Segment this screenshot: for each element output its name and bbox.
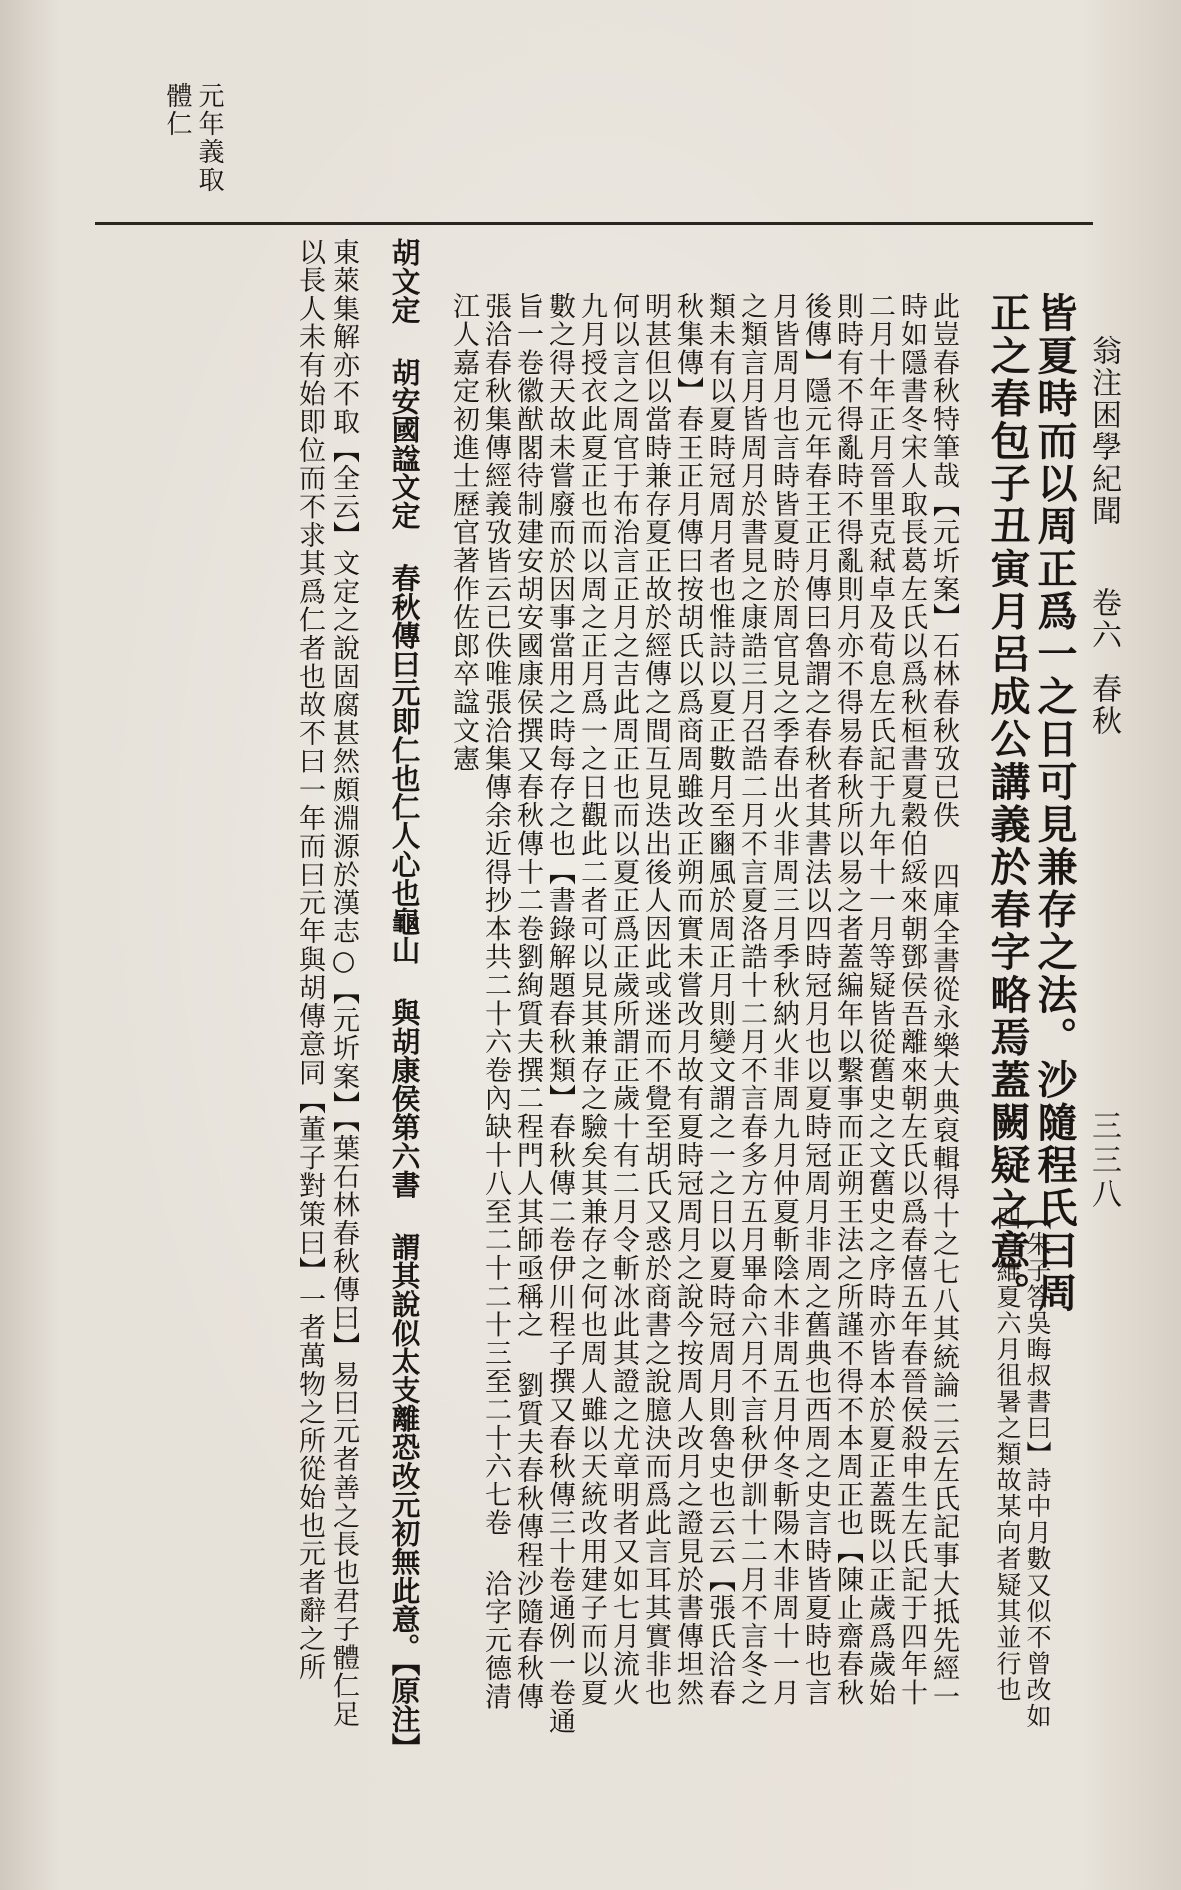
text-column-15: 何以言之周官于布治言正月之吉此周正也而以夏正爲正歲所謂正歲十有二月令斬冰此其證之尤章明者又如七月流火 bbox=[608, 292, 639, 1707]
text-column-23: 以長人未有始即位而不求其爲仁者也故不曰一年而曰元年與胡傳意同【董子對策曰】一者萬物之所從始也元者辭之所 bbox=[294, 238, 325, 1682]
text-column-10: 月皆周月也言時皆夏時於周官見之季春出火非周三月季秋納火非周九月仲夏斬陰木非周五月仲冬斬陽木非周十一月 bbox=[768, 292, 799, 1707]
margin-note-line-2: 體仁 bbox=[162, 82, 192, 138]
margin-note-line-1: 元年義取 bbox=[194, 82, 224, 194]
text-column-8: 則時有不得亂時不得亂則月亦不得易春秋所以易之者蓋編年以繫事而正朔王法之所謹不得不本周正也【陳止齋春秋 bbox=[832, 292, 863, 1707]
text-column-7: 二月十年正月晉里克弒卓及荀息左氏記于九年十一月等疑皆從舊史之文舊史之序時亦皆本於夏正蓋既以正歲爲歲始 bbox=[864, 292, 895, 1707]
text-column-12: 類未有以夏時冠周月者也惟詩以夏正數月至豳風於周正月則變文謂之一之日以夏時冠周月則魯史也云云【張氏洽春 bbox=[704, 292, 735, 1707]
text-column-9: 後傳】隱元年春王正月傳曰魯謂之春秋者其書法以四時冠月也以夏時冠周月非周之舊典也西周之史言時皆夏時也言 bbox=[800, 292, 831, 1707]
running-header bbox=[1086, 335, 1121, 737]
text-column-11: 之類言月皆周月於書見之康誥三月召誥二月不言夏洛誥十二月不言春多方五月畢命六月不言秋伊訓十二月不言冬之 bbox=[736, 292, 767, 1707]
text-column-4: 正之春包子丑寅月呂成公講義於春字略焉蓋闕疑之意。 bbox=[984, 292, 1031, 1315]
volume-label: 卷六 bbox=[1086, 587, 1121, 651]
text-column-3-main bbox=[1031, 292, 1078, 1315]
text-column-16: 九月授衣此夏正也而以周之正月爲一之日觀此二者可以見其兼存之驗矣其兼存之何也周人雖以天統改用建子而以夏 bbox=[576, 292, 607, 1707]
text-column-2: 四月維夏六月徂暑之類故某向者疑其並行也 bbox=[993, 1205, 1022, 1703]
text-column-14: 明甚但以當時兼存夏正故於經傳之間互見迭出後人因此或迷而不覺至胡氏又惑於商書之說臆決而爲此言耳其實非也 bbox=[640, 292, 671, 1707]
book-title: 翁注困學紀聞 bbox=[1086, 335, 1121, 527]
page-number: 三三八 bbox=[1086, 1110, 1121, 1212]
text-column-19: 張洽春秋集傳經義攷皆云已佚唯張洽集傳余近得抄本共二十六卷內缺十八至二十二十三至二十六七卷 洽字元德清 bbox=[480, 292, 511, 1711]
text-column-13: 秋集傳】春王正月傳曰按胡氏以爲商周雖改正朔而實未嘗改月故有夏時冠周月之說今按周人改月之證見於書傳坦然 bbox=[672, 292, 703, 1707]
text-column-5: 此豈春秋特筆哉【元圻案】石林春秋攷已佚 四庫全書從永樂大典裒輯得十之七八其統論二云左氏記事大抵先經一 bbox=[928, 292, 959, 1711]
text-column-22: 東萊集解亦不取【全云】文定之說固腐甚然頗淵源於漢志○【元圻案】【葉石林春秋傳曰】易曰元者善之長也君子體仁足 bbox=[328, 238, 359, 1729]
section-label: 春秋 bbox=[1086, 673, 1121, 737]
text-column-20: 江人嘉定初進士歷官著作佐郎卒諡文憲 bbox=[448, 292, 479, 774]
top-rule bbox=[95, 222, 1093, 225]
text-column-3-part: 皆夏時而以周正爲一之日可見兼存之法。沙隨程氏曰周 bbox=[1031, 292, 1078, 1315]
text-column-17: 數之得天故未嘗廢而於因事當用之時每存之也【書錄解題春秋類】春秋傳二卷伊川程子撰又春秋傳三十卷通例一卷通 bbox=[544, 292, 575, 1736]
text-column-18: 旨一卷徽猷閣待制建安胡安國康侯撰又春秋傳十二卷劉絢質夫撰二程門人其師亟稱之 劉質夫春秋傳程沙隨春秋傳 bbox=[512, 292, 543, 1711]
text-column-1: 【朱子答吳晦叔書曰】詩中月數又似不曾改如 bbox=[1023, 1205, 1052, 1729]
text-column-6: 時如隱書冬宋人取長葛左氏以爲秋桓書夏穀伯綏來朝鄧侯吾離來朝左氏以爲春僖五年春晉侯殺申生左氏記于四年十 bbox=[896, 292, 927, 1707]
text-column-21: 胡文定 胡安國諡文定 春秋傳曰元即仁也仁人心也龜山 與胡康侯第六書 謂其說似太支離恐改元初無此意。【原注】 bbox=[387, 238, 422, 1762]
